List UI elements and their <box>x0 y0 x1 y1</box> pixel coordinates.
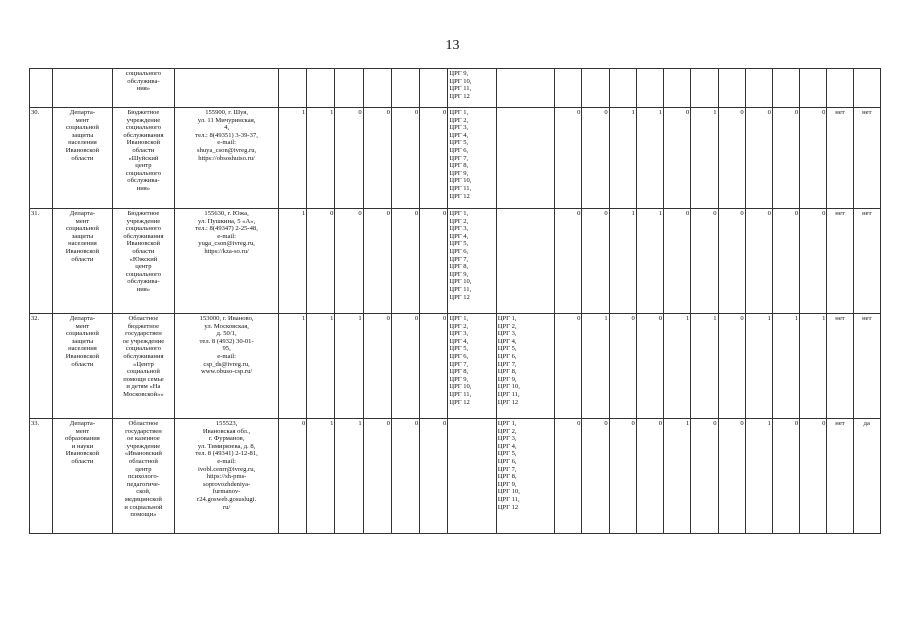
table-row <box>30 209 881 314</box>
cell-v: 0 <box>363 209 391 314</box>
cell-crg-a <box>448 419 496 534</box>
cell-yn <box>827 69 853 108</box>
cell-w: 0 <box>664 209 691 314</box>
cell-yn: нет <box>853 314 880 419</box>
cell-w: 0 <box>745 108 772 209</box>
cell-v: 0 <box>391 314 419 419</box>
cell-name: Бюджетное учреждение социального обслуживания Ивановской области «Южский центр социального обслужива- ния» <box>112 209 175 314</box>
cell-address: 153000, г. Иваново, ул. Московская, д. 50/1, тел. 8 (4932) 30-01- 95, e-mail: csp_ds@ivreg.ru, www.obuso-csp.ru/ <box>175 314 279 419</box>
cell-w: 0 <box>691 209 718 314</box>
cell-w: 0 <box>772 419 799 534</box>
cell-address <box>175 69 279 108</box>
cell-address: 155523, Ивановская обл., г. Фурманов, ул. Тимирязева, д. 8, тел. 8 (49341) 2-12-81, e-mail: ivobl.cenrr@ivreg.ru, https://sh-pms- soprovozhdeniya- furmanov- r24.gosweb.gosuslugi. ru/ <box>175 419 279 534</box>
cell-v: 1 <box>307 108 335 209</box>
cell-w: 0 <box>691 419 718 534</box>
cell-w: 0 <box>636 419 663 534</box>
table-row <box>30 419 881 534</box>
registry-table <box>29 68 881 534</box>
cell-num: 33. <box>30 419 53 534</box>
cell-v: 0 <box>391 419 419 534</box>
cell-v: 0 <box>420 314 448 419</box>
cell-w: 1 <box>609 108 636 209</box>
cell-w: 0 <box>772 209 799 314</box>
cell-w: 1 <box>636 108 663 209</box>
page-number: 13 <box>445 38 460 53</box>
cell-v: 1 <box>335 419 363 534</box>
cell-v <box>420 69 448 108</box>
cell-w: 0 <box>718 419 745 534</box>
cell-num: 32. <box>30 314 53 419</box>
cell-address: 155630, г. Южа, ул. Пушкина, 5 «А», тел.: 8(49347) 2-25-48, e-mail: yuga_cson@ivreg.ru, https://kza-so.ru/ <box>175 209 279 314</box>
table-row-continuation <box>30 69 881 108</box>
cell-w: 1 <box>800 314 827 419</box>
cell-num <box>30 69 53 108</box>
cell-w: 0 <box>772 108 799 209</box>
table-row <box>30 314 881 419</box>
cell-w: 1 <box>745 314 772 419</box>
cell-w: 1 <box>636 209 663 314</box>
cell-w: 0 <box>745 209 772 314</box>
cell-w <box>718 69 745 108</box>
cell-dept: Департа- мент социальной защиты населения Ивановской области <box>53 108 112 209</box>
cell-crg-b: ЦРГ 1, ЦРГ 2, ЦРГ 3, ЦРГ 4, ЦРГ 5, ЦРГ 6, ЦРГ 7, ЦРГ 8, ЦРГ 9, ЦРГ 10, ЦРГ 11, ЦРГ 12 <box>496 314 554 419</box>
cell-yn: нет <box>827 419 853 534</box>
cell-v: 0 <box>279 419 307 534</box>
cell-w: 1 <box>664 419 691 534</box>
cell-v: 1 <box>279 209 307 314</box>
cell-crg-b: ЦРГ 1, ЦРГ 2, ЦРГ 3, ЦРГ 4, ЦРГ 5, ЦРГ 6, ЦРГ 7, ЦРГ 8, ЦРГ 9, ЦРГ 10, ЦРГ 11, ЦРГ 12 <box>496 419 554 534</box>
cell-w: 0 <box>800 419 827 534</box>
cell-dept: Департа- мент образования и науки Ивановской области <box>53 419 112 534</box>
cell-crg-a: ЦРГ 9, ЦРГ 10, ЦРГ 11, ЦРГ 12 <box>448 69 496 108</box>
cell-v: 0 <box>335 108 363 209</box>
cell-v: 0 <box>420 419 448 534</box>
cell-w: 0 <box>718 209 745 314</box>
cell-w <box>555 69 582 108</box>
cell-v: 1 <box>307 314 335 419</box>
cell-w <box>664 69 691 108</box>
cell-w: 1 <box>691 314 718 419</box>
cell-w: 0 <box>555 108 582 209</box>
cell-v: 1 <box>279 108 307 209</box>
cell-v: 0 <box>391 108 419 209</box>
cell-w: 0 <box>718 108 745 209</box>
cell-dept: Департа- мент социальной защиты населения Ивановской области <box>53 314 112 419</box>
cell-name: социального обслужива- ния» <box>112 69 175 108</box>
cell-v: 0 <box>335 209 363 314</box>
cell-yn: нет <box>827 108 853 209</box>
cell-w: 0 <box>555 209 582 314</box>
cell-v: 0 <box>420 108 448 209</box>
cell-v: 1 <box>307 419 335 534</box>
cell-w <box>745 69 772 108</box>
cell-crg-a: ЦРГ 1, ЦРГ 2, ЦРГ 3, ЦРГ 4, ЦРГ 5, ЦРГ 6, ЦРГ 7, ЦРГ 8, ЦРГ 9, ЦРГ 10, ЦРГ 11, ЦРГ 12 <box>448 314 496 419</box>
cell-yn: нет <box>853 108 880 209</box>
cell-crg-a: ЦРГ 1, ЦРГ 2, ЦРГ 3, ЦРГ 4, ЦРГ 5, ЦРГ 6, ЦРГ 7, ЦРГ 8, ЦРГ 9, ЦРГ 10, ЦРГ 11, ЦРГ 12 <box>448 209 496 314</box>
table-row <box>30 108 881 209</box>
cell-w: 1 <box>691 108 718 209</box>
cell-w: 0 <box>609 419 636 534</box>
cell-v: 0 <box>420 209 448 314</box>
cell-v <box>391 69 419 108</box>
cell-v <box>279 69 307 108</box>
cell-w: 0 <box>555 419 582 534</box>
cell-w: 0 <box>800 108 827 209</box>
cell-w: 0 <box>800 209 827 314</box>
cell-v <box>335 69 363 108</box>
cell-w <box>609 69 636 108</box>
cell-w: 1 <box>582 314 609 419</box>
cell-w <box>800 69 827 108</box>
cell-w: 0 <box>636 314 663 419</box>
cell-v: 0 <box>307 209 335 314</box>
cell-w: 0 <box>609 314 636 419</box>
cell-num: 31. <box>30 209 53 314</box>
cell-w <box>691 69 718 108</box>
cell-dept <box>53 69 112 108</box>
cell-w: 1 <box>772 314 799 419</box>
cell-name: Областное бюджетное государствен ое учреждение социального обслуживания «Центр социальной помощи семье и детям «На Московской»» <box>112 314 175 419</box>
cell-crg-b <box>496 69 554 108</box>
cell-yn: нет <box>853 209 880 314</box>
cell-w: 0 <box>555 314 582 419</box>
cell-w: 1 <box>664 314 691 419</box>
cell-crg-a: ЦРГ 1, ЦРГ 2, ЦРГ 3, ЦРГ 4, ЦРГ 5, ЦРГ 6, ЦРГ 7, ЦРГ 8, ЦРГ 9, ЦРГ 10, ЦРГ 11, ЦРГ 12 <box>448 108 496 209</box>
cell-address: 155900, г. Шуя, ул. 11 Мичуринская, 4, тел.: 8(49351) 3-39-37, e-mail: shuya_cson@ivreg.ru, https://obsoshuiso.ru/ <box>175 108 279 209</box>
cell-w <box>772 69 799 108</box>
cell-num: 30. <box>30 108 53 209</box>
cell-w: 0 <box>718 314 745 419</box>
cell-name: Областное государствен ое казенное учреждение «Ивановский областной центр психолого- педагогиче- ской, медицинской и социальной помощи» <box>112 419 175 534</box>
cell-v: 0 <box>363 314 391 419</box>
cell-yn: нет <box>827 209 853 314</box>
cell-w: 0 <box>582 209 609 314</box>
cell-v: 0 <box>363 419 391 534</box>
cell-v <box>307 69 335 108</box>
cell-v <box>363 69 391 108</box>
cell-yn <box>853 69 880 108</box>
cell-w: 1 <box>609 209 636 314</box>
cell-w: 0 <box>582 108 609 209</box>
cell-v: 1 <box>335 314 363 419</box>
cell-crg-b <box>496 108 554 209</box>
cell-name: Бюджетное учреждение социального обслуживания Ивановской области «Шуйский центр социального обслужива- ния» <box>112 108 175 209</box>
cell-v: 0 <box>391 209 419 314</box>
cell-crg-b <box>496 209 554 314</box>
cell-w: 0 <box>582 419 609 534</box>
cell-v: 1 <box>279 314 307 419</box>
cell-w: 1 <box>745 419 772 534</box>
cell-w <box>582 69 609 108</box>
cell-w <box>636 69 663 108</box>
cell-v: 0 <box>363 108 391 209</box>
cell-yn: да <box>853 419 880 534</box>
cell-dept: Департа- мент социальной защиты населения Ивановской области <box>53 209 112 314</box>
cell-w: 0 <box>664 108 691 209</box>
cell-yn: нет <box>827 314 853 419</box>
